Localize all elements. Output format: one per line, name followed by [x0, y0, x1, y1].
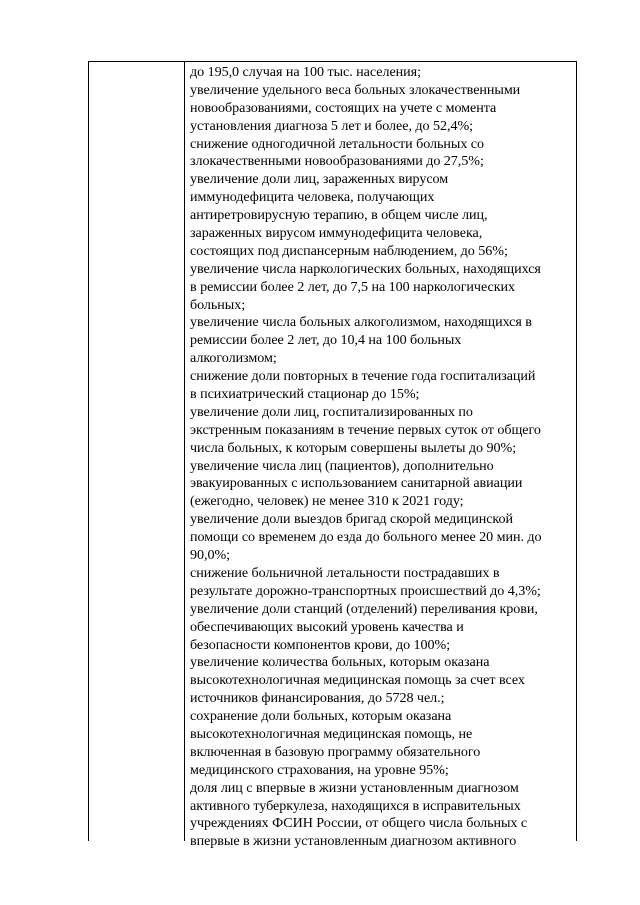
text-line: результате дорожно-транспортных происшествий до 4,3%;: [190, 582, 541, 599]
text-line: включенная в базовую программу обязательного: [190, 743, 481, 760]
text-line: активного туберкулеза, находящихся в исправительных: [190, 797, 521, 814]
text-line: (ежегодно, человек) не менее 310 к 2021 году;: [190, 493, 464, 510]
text-line: безопасности компонентов крови, до 100%;: [190, 636, 451, 653]
text-line: обеспечивающих высокий уровень качества и: [190, 618, 464, 635]
text-line: увеличение количества больных, которым оказана: [190, 654, 490, 671]
text-line: ремиссии более 2 лет, до 10,4 на 100 больных: [190, 332, 462, 349]
text-line: учреждениях ФСИН России, от общего числа больных с: [190, 815, 528, 832]
text-line: иммунодефицита человека, получающих: [190, 189, 435, 206]
text-line: 90,0%;: [190, 547, 231, 564]
text-line: экстренным показаниям в течение первых суток от общего: [190, 421, 541, 438]
text-line: увеличение доли выездов бригад скорой медицинской: [190, 511, 513, 528]
text-line: состоящих под диспансерным наблюдением, до 56%;: [190, 242, 508, 259]
text-line: помощи со временем до езда до больного менее 20 мин. до: [190, 529, 542, 546]
text-line: новообразованиями, состоящих на учете с момента: [190, 99, 497, 116]
text-line: сохранение доли больных, которым оказана: [190, 708, 452, 725]
text-line: увеличение доли лиц, госпитализированных по: [190, 403, 473, 420]
text-line: высокотехнологичная медицинская помощь, не: [190, 725, 473, 742]
text-line: зараженных вирусом иммунодефицита человека,: [190, 225, 483, 242]
text-line: доля лиц с впервые в жизни установленным диагнозом: [190, 779, 519, 796]
text-line: источников финансирования, до 5728 чел.;: [190, 690, 445, 707]
text-line: впервые в жизни установленным диагнозом активного: [190, 833, 517, 850]
text-line: до 195,0 случая на 100 тыс. населения;: [190, 64, 421, 80]
text-line: снижение доли повторных в течение года госпитализаций: [190, 368, 536, 385]
text-line: эвакуированных с использованием санитарной авиации: [190, 475, 523, 492]
table-cell-left: [89, 62, 184, 841]
text-line: снижение больничной летальности пострадавших в: [190, 564, 500, 581]
text-line: увеличение числа лиц (пациентов), дополнительно: [190, 457, 494, 474]
text-line: увеличение доли станций (отделений) переливания крови,: [190, 600, 538, 617]
text-line: злокачественными новообразованиями до 27,5%;: [190, 153, 484, 170]
text-line: установления диагноза 5 лет и более, до 52,4%;: [190, 117, 474, 134]
text-line: увеличение числа больных алкоголизмом, находящихся в: [190, 314, 532, 331]
text-line: в ремиссии более 2 лет, до 7,5 на 100 наркологических: [190, 278, 516, 295]
text-line: антиретровирусную терапию, в общем числе лиц,: [190, 207, 488, 224]
text-line: увеличение доли лиц, зараженных вирусом: [190, 171, 449, 188]
text-line: увеличение удельного веса больных злокачественными: [190, 81, 521, 98]
text-line: медицинского страхования, на уровне 95%;: [190, 761, 449, 778]
text-line: увеличение числа наркологических больных, находящихся: [190, 260, 541, 277]
table-cell-text: [190, 64, 575, 851]
text-line: алкоголизмом;: [190, 350, 277, 367]
text-line: высокотехнологичная медицинская помощь за счет всех: [190, 672, 525, 689]
text-line: больных;: [190, 296, 246, 313]
text-line: снижение одногодичной летальности больных со: [190, 135, 484, 152]
text-line: числа больных, к которым совершены вылеты до 90%;: [190, 439, 517, 456]
column-divider: [184, 61, 185, 841]
text-line: в психиатрический стационар до 15%;: [190, 386, 420, 403]
